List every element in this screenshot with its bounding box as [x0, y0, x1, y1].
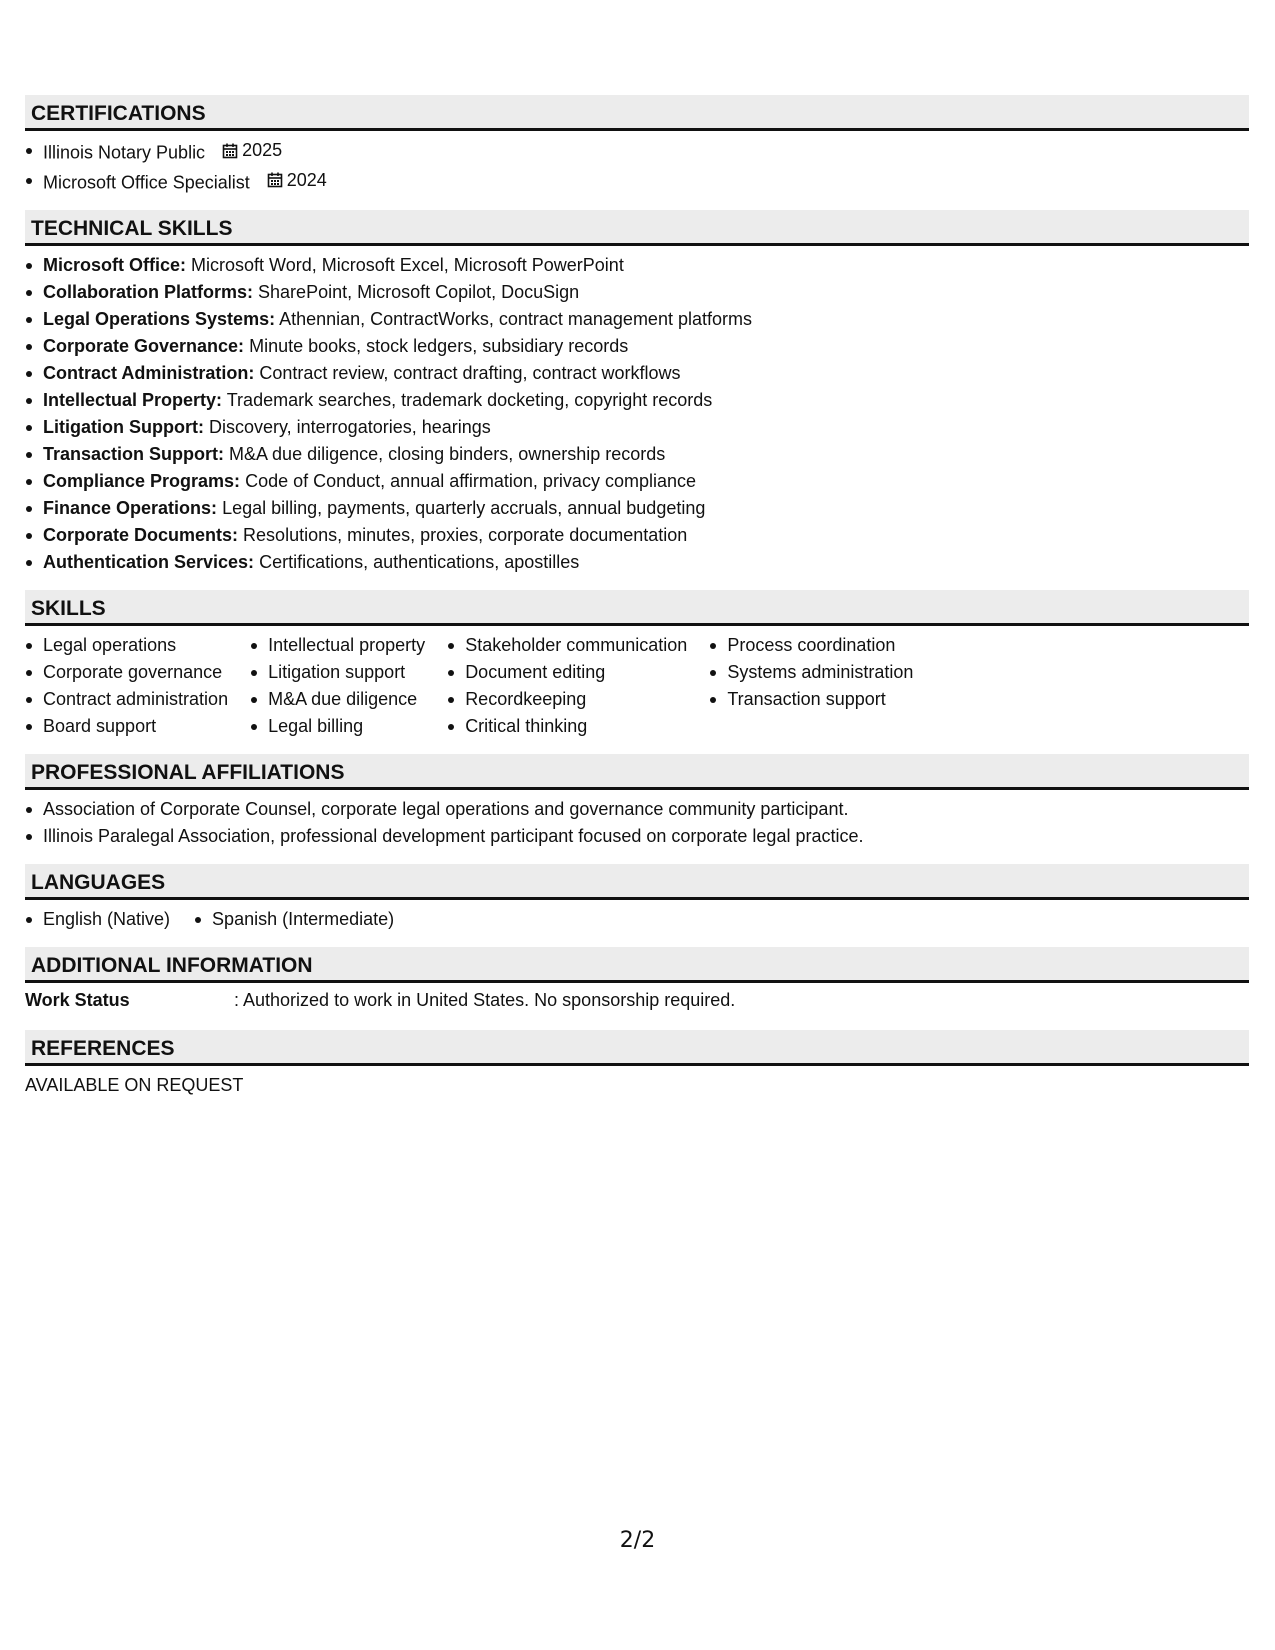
- technical-skills-list: [25, 246, 1249, 586]
- technical-skill-item: [25, 252, 1249, 279]
- page-number: 2/2: [619, 1528, 656, 1553]
- technical-skill-item: [25, 360, 1249, 387]
- technical-skill-label: Collaboration Platforms:: [43, 282, 254, 302]
- skill-item: M&A due diligence: [250, 686, 425, 713]
- technical-skill-label: Corporate Governance:: [43, 336, 245, 356]
- certification-item: [25, 137, 1249, 167]
- technical-skill-value: Athennian, ContractWorks, contract management platforms: [279, 309, 752, 329]
- affiliation-item: Illinois Paralegal Association, professional development participant focused on corporate legal practice.: [25, 823, 1249, 850]
- certifications-heading: CERTIFICATIONS: [25, 95, 1249, 131]
- technical-skill-value: Certifications, authentications, apostilles: [259, 552, 580, 572]
- skill-item: Litigation support: [250, 659, 425, 686]
- technical-skill-value: Resolutions, minutes, proxies, corporate documentation: [243, 525, 688, 545]
- technical-skill-item: [25, 495, 1249, 522]
- work-status-label: Work Status: [25, 990, 130, 1010]
- additional-info-section: [25, 947, 1249, 1026]
- technical-skill-item: [25, 522, 1249, 549]
- technical-skill-item: [25, 333, 1249, 360]
- affiliation-item: Association of Corporate Counsel, corporate legal operations and governance community participant.: [25, 796, 1249, 823]
- affiliations-heading: PROFESSIONAL AFFILIATIONS: [25, 754, 1249, 790]
- skills-column: [25, 632, 228, 740]
- references-section: [25, 1030, 1249, 1099]
- certification-name: Illinois Notary Public: [43, 142, 206, 163]
- technical-skill-value: Code of Conduct, annual affirmation, privacy compliance: [245, 471, 696, 491]
- skill-item: Legal billing: [250, 713, 425, 740]
- references-text: AVAILABLE ON REQUEST: [25, 1075, 244, 1095]
- certification-item: [25, 167, 1249, 197]
- technical-skill-label: Intellectual Property:: [43, 390, 223, 410]
- technical-skill-value: Contract review, contract drafting, contract workflows: [259, 363, 681, 383]
- work-status-row: [25, 983, 1249, 1026]
- skills-grid: [25, 626, 1249, 750]
- technical-skill-value: SharePoint, Microsoft Copilot, DocuSign: [258, 282, 580, 302]
- calendar-icon: [267, 172, 283, 188]
- technical-skill-value: Trademark searches, trademark docketing, copyright records: [226, 390, 713, 410]
- technical-skill-label: Compliance Programs:: [43, 471, 241, 491]
- skills-section: [25, 590, 1249, 750]
- language-item: Spanish (Intermediate): [194, 906, 394, 933]
- technical-skill-value: Minute books, stock ledgers, subsidiary records: [249, 336, 629, 356]
- languages-heading: LANGUAGES: [25, 864, 1249, 900]
- resume-page: [25, 95, 1249, 1103]
- skill-item: Board support: [25, 713, 228, 740]
- skill-item: Contract administration: [25, 686, 228, 713]
- skill-item: Document editing: [447, 659, 687, 686]
- affiliations-list: [25, 790, 1249, 860]
- certifications-list: [25, 131, 1249, 206]
- technical-skill-item: [25, 549, 1249, 576]
- affiliations-section: [25, 754, 1249, 860]
- skill-item: Process coordination: [709, 632, 913, 659]
- technical-skill-value: Legal billing, payments, quarterly accruals, annual budgeting: [222, 498, 706, 518]
- language-item: English (Native): [25, 906, 170, 933]
- technical-skill-value: Discovery, interrogatories, hearings: [208, 417, 491, 437]
- skill-item: Systems administration: [709, 659, 913, 686]
- skill-item: Corporate governance: [25, 659, 228, 686]
- skill-item: Critical thinking: [447, 713, 687, 740]
- technical-skill-label: Transaction Support:: [43, 444, 225, 464]
- technical-skill-label: Authentication Services:: [43, 552, 255, 572]
- technical-skill-label: Contract Administration:: [43, 363, 255, 383]
- certification-name: Microsoft Office Specialist: [43, 172, 250, 192]
- technical-skill-label: Corporate Documents:: [43, 525, 239, 545]
- technical-skill-label: Litigation Support:: [43, 417, 204, 437]
- technical-skill-value: Microsoft Word, Microsoft Excel, Microsoft PowerPoint: [191, 255, 624, 275]
- technical-skill-label: Microsoft Office:: [43, 255, 187, 275]
- skills-column: [447, 632, 687, 740]
- languages-section: [25, 864, 1249, 943]
- technical-skills-section: [25, 210, 1249, 586]
- technical-skills-heading: TECHNICAL SKILLS: [25, 210, 1249, 246]
- technical-skill-value: M&A due diligence, closing binders, ownership records: [229, 444, 666, 464]
- skills-column: [709, 632, 913, 740]
- skills-heading: SKILLS: [25, 590, 1249, 626]
- technical-skill-item: [25, 387, 1249, 414]
- languages-list: [25, 900, 1249, 943]
- skill-item: Transaction support: [709, 686, 913, 713]
- certification-date: [267, 167, 327, 194]
- skill-item: Stakeholder communication: [447, 632, 687, 659]
- work-status-value: : Authorized to work in United States. No sponsorship required.: [234, 990, 736, 1010]
- additional-info-heading: ADDITIONAL INFORMATION: [25, 947, 1249, 983]
- technical-skill-item: [25, 306, 1249, 333]
- certification-year: 2025: [242, 140, 283, 160]
- certification-year: 2024: [286, 169, 327, 190]
- skill-item: Legal operations: [25, 632, 228, 659]
- certification-date: [222, 137, 282, 164]
- technical-skill-label: Legal Operations Systems:: [43, 309, 276, 329]
- calendar-icon: [222, 143, 238, 159]
- technical-skill-item: [25, 441, 1249, 468]
- references-heading: REFERENCES: [25, 1030, 1249, 1066]
- skill-item: Recordkeeping: [447, 686, 687, 713]
- technical-skill-label: Finance Operations:: [43, 498, 218, 518]
- skills-column: [250, 632, 425, 740]
- technical-skill-item: [25, 468, 1249, 495]
- certifications-section: [25, 95, 1249, 206]
- technical-skill-item: [25, 279, 1249, 306]
- technical-skill-item: [25, 414, 1249, 441]
- skill-item: Intellectual property: [250, 632, 425, 659]
